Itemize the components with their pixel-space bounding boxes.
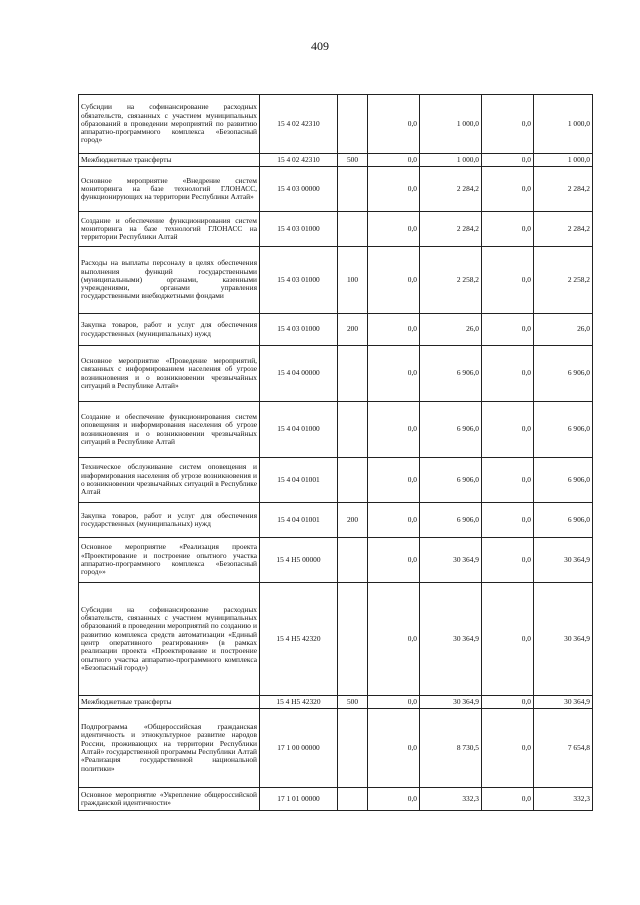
table-row (79, 788, 593, 811)
row-value-cell: 0,0 (368, 503, 420, 538)
table-row (79, 346, 593, 402)
table-row (79, 538, 593, 583)
row-value-cell: 0,0 (482, 346, 534, 402)
row-value-cell: 1 000,0 (534, 154, 593, 167)
row-value-cell: 0,0 (368, 346, 420, 402)
table-body (79, 95, 593, 811)
row-expense-type-cell (338, 95, 368, 154)
row-name-cell: Межбюджетные трансферты (79, 696, 260, 709)
table-row (79, 709, 593, 788)
row-value-cell: 6 906,0 (420, 503, 482, 538)
row-code-cell: 17 1 01 00000 (260, 788, 338, 811)
row-value-cell: 6 906,0 (534, 346, 593, 402)
row-code-cell: 15 4 02 42310 (260, 154, 338, 167)
table-row (79, 503, 593, 538)
row-expense-type-cell: 500 (338, 154, 368, 167)
row-code-cell: 15 4 02 42310 (260, 95, 338, 154)
table-row (79, 154, 593, 167)
row-value-cell: 26,0 (534, 314, 593, 346)
row-expense-type-cell: 200 (338, 503, 368, 538)
row-value-cell: 8 730,5 (420, 709, 482, 788)
row-value-cell: 0,0 (368, 583, 420, 696)
row-value-cell: 0,0 (368, 458, 420, 503)
table-row (79, 212, 593, 247)
row-value-cell: 2 284,2 (534, 212, 593, 247)
row-expense-type-cell (338, 538, 368, 583)
row-value-cell: 30 364,9 (420, 583, 482, 696)
row-expense-type-cell (338, 167, 368, 212)
row-value-cell: 2 284,2 (420, 212, 482, 247)
row-value-cell: 0,0 (482, 709, 534, 788)
row-value-cell: 30 364,9 (420, 696, 482, 709)
row-value-cell: 0,0 (482, 788, 534, 811)
row-name-cell: Закупка товаров, работ и услуг для обеспечения государственных (муниципальных) нужд (79, 503, 260, 538)
row-name-cell: Создание и обеспечение функционирования систем мониторинга на базе технологий ГЛОНАСС на территории Республики Алтай (79, 212, 260, 247)
row-name-cell: Межбюджетные трансферты (79, 154, 260, 167)
row-value-cell: 26,0 (420, 314, 482, 346)
row-code-cell: 15 4 H5 00000 (260, 538, 338, 583)
row-expense-type-cell (338, 788, 368, 811)
row-name-cell: Расходы на выплаты персоналу в целях обеспечения выполнения функций государственными (муниципальными) органами, казенными учреждениями, органами управления государственными внебюджетными фондами (79, 247, 260, 314)
row-value-cell: 0,0 (368, 538, 420, 583)
row-value-cell: 6 906,0 (534, 503, 593, 538)
row-name-cell: Основное мероприятие «Внедрение систем мониторинга на базе технологий ГЛОНАСС, функционирующих на территории Республики Алтай» (79, 167, 260, 212)
row-code-cell: 17 1 00 00000 (260, 709, 338, 788)
row-expense-type-cell (338, 583, 368, 696)
row-name-cell: Закупка товаров, работ и услуг для обеспечения государственных (муниципальных) нужд (79, 314, 260, 346)
table-row (79, 95, 593, 154)
row-name-cell: Создание и обеспечение функционирования систем оповещения и информирования населения об угрозе возникновения и о возникновении чрезвычайных ситуаций в Республике Алтай (79, 402, 260, 458)
row-expense-type-cell (338, 709, 368, 788)
row-code-cell: 15 4 H5 42320 (260, 583, 338, 696)
row-value-cell: 0,0 (368, 154, 420, 167)
row-value-cell: 332,3 (420, 788, 482, 811)
row-value-cell: 30 364,9 (534, 696, 593, 709)
row-value-cell: 7 654,8 (534, 709, 593, 788)
row-code-cell: 15 4 03 01000 (260, 247, 338, 314)
row-value-cell: 0,0 (368, 696, 420, 709)
budget-table (78, 94, 593, 811)
row-value-cell: 6 906,0 (420, 346, 482, 402)
table-row (79, 696, 593, 709)
row-name-cell: Техническое обслуживание систем оповещения и информирования населения об угрозе возникновения и о возникновении чрезвычайных ситуаций в Республике Алтай (79, 458, 260, 503)
row-value-cell: 0,0 (482, 538, 534, 583)
row-code-cell: 15 4 04 01000 (260, 402, 338, 458)
row-value-cell: 0,0 (482, 95, 534, 154)
row-value-cell: 30 364,9 (534, 583, 593, 696)
row-value-cell: 332,3 (534, 788, 593, 811)
row-value-cell: 1 000,0 (420, 154, 482, 167)
row-value-cell: 2 258,2 (534, 247, 593, 314)
row-value-cell: 0,0 (368, 95, 420, 154)
row-name-cell: Подпрограмма «Общероссийская гражданская идентичность и этнокультурное развитие народов России, проживающих на территории Республики Алтай» государственной программы Республики Алтай «Реализация государственной национальной политики» (79, 709, 260, 788)
row-name-cell: Субсидии на софинансирование расходных обязательств, связанных с участием муниципальных образований в проведении мероприятий по развитию аппаратно-программного комплекса «Безопасный город» (79, 95, 260, 154)
table-row (79, 402, 593, 458)
row-value-cell: 0,0 (482, 212, 534, 247)
row-code-cell: 15 4 04 01001 (260, 458, 338, 503)
row-value-cell: 0,0 (368, 167, 420, 212)
row-expense-type-cell (338, 346, 368, 402)
row-value-cell: 0,0 (368, 212, 420, 247)
row-name-cell: Основное мероприятие «Проведение мероприятий, связанных с информированием населения об угрозе возникновения и о возникновении чрезвычайных ситуаций в Республике Алтай» (79, 346, 260, 402)
row-code-cell: 15 4 03 01000 (260, 212, 338, 247)
row-value-cell: 0,0 (482, 247, 534, 314)
row-value-cell: 6 906,0 (534, 402, 593, 458)
row-value-cell: 0,0 (482, 458, 534, 503)
row-value-cell: 0,0 (482, 154, 534, 167)
table-row (79, 247, 593, 314)
page-number: 409 (311, 39, 329, 53)
row-value-cell: 2 284,2 (534, 167, 593, 212)
row-value-cell: 0,0 (368, 314, 420, 346)
row-value-cell: 2 258,2 (420, 247, 482, 314)
table-row (79, 314, 593, 346)
row-value-cell: 0,0 (482, 503, 534, 538)
row-value-cell: 1 000,0 (534, 95, 593, 154)
row-value-cell: 0,0 (368, 709, 420, 788)
row-value-cell: 0,0 (368, 788, 420, 811)
row-expense-type-cell (338, 458, 368, 503)
row-value-cell: 0,0 (482, 167, 534, 212)
row-code-cell: 15 4 04 01001 (260, 503, 338, 538)
row-expense-type-cell (338, 402, 368, 458)
row-expense-type-cell: 200 (338, 314, 368, 346)
row-value-cell: 6 906,0 (534, 458, 593, 503)
table-row (79, 583, 593, 696)
row-expense-type-cell: 500 (338, 696, 368, 709)
row-code-cell: 15 4 H5 42320 (260, 696, 338, 709)
row-value-cell: 30 364,9 (420, 538, 482, 583)
row-value-cell: 1 000,0 (420, 95, 482, 154)
row-value-cell: 6 906,0 (420, 458, 482, 503)
row-value-cell: 0,0 (368, 402, 420, 458)
row-code-cell: 15 4 03 00000 (260, 167, 338, 212)
row-name-cell: Основное мероприятие «Реализация проекта «Проектирование и построение опытного участка аппаратно-программного комплекса «Безопасный город»» (79, 538, 260, 583)
row-value-cell: 0,0 (368, 247, 420, 314)
row-value-cell: 0,0 (482, 402, 534, 458)
row-code-cell: 15 4 04 00000 (260, 346, 338, 402)
row-value-cell: 30 364,9 (534, 538, 593, 583)
row-name-cell: Основное мероприятие «Укрепление общероссийской гражданской идентичности» (79, 788, 260, 811)
row-value-cell: 0,0 (482, 583, 534, 696)
row-expense-type-cell (338, 212, 368, 247)
row-code-cell: 15 4 03 01000 (260, 314, 338, 346)
row-value-cell: 0,0 (482, 314, 534, 346)
row-value-cell: 6 906,0 (420, 402, 482, 458)
row-name-cell: Субсидии на софинансирование расходных обязательств, связанных с участием муниципальных образований в проведении мероприятий по созданию и развитию комплекса средств автоматизации «Единый центр оперативного реагирования» (в рамках реализации проекта «Проектирование и построение опытного участка аппаратно-программного комплекса «Безопасный город») (79, 583, 260, 696)
table-row (79, 458, 593, 503)
row-value-cell: 2 284,2 (420, 167, 482, 212)
row-value-cell: 0,0 (482, 696, 534, 709)
row-expense-type-cell: 100 (338, 247, 368, 314)
table-row (79, 167, 593, 212)
